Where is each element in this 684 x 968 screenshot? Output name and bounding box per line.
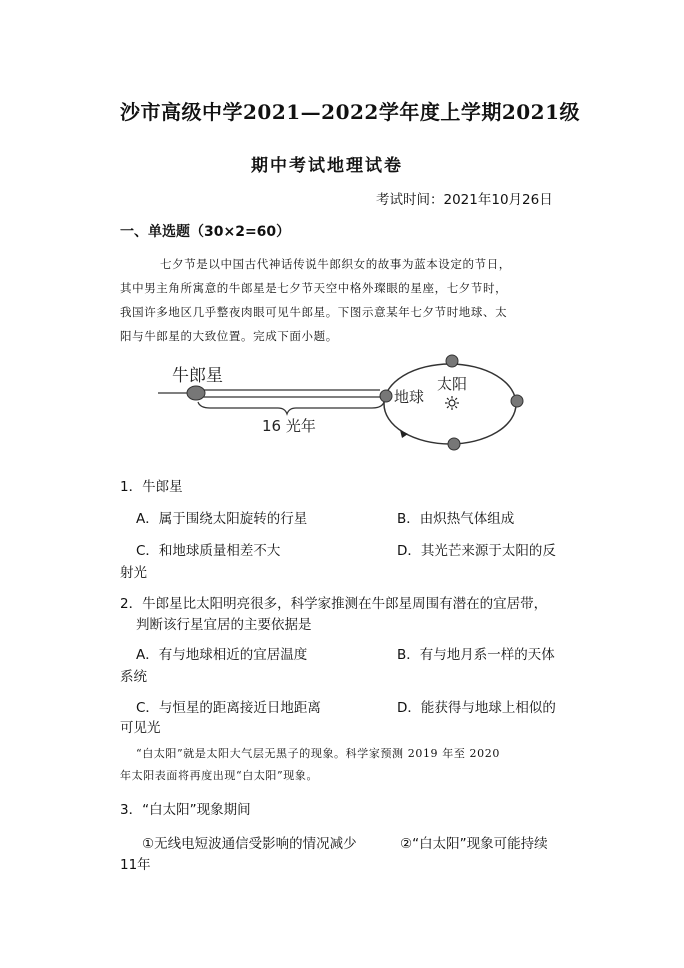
altair-star xyxy=(187,386,205,400)
orbit-point-top xyxy=(446,355,458,367)
q2-option-d: D．能获得与地球上相似的 xyxy=(397,700,556,716)
sun-label: 太阳 xyxy=(437,375,468,393)
exam-title: 沙市高级中学2021—2022学年度上学期2021级 xyxy=(120,100,580,124)
q2-option-b-cont: 系统 xyxy=(120,669,147,685)
passage1-line3: 我国许多地区几乎整夜肉眼可见牛郎星。下图示意某年七夕节时地球、太 xyxy=(120,305,508,319)
q2-option-a: A．有与地球相近的宜居温度 xyxy=(136,647,308,663)
exam-time: 考试时间：2021年10月26日 xyxy=(376,192,553,208)
q1-option-b: B．由炽热气体组成 xyxy=(397,511,515,527)
passage1-line4: 阳与牛郎星的大致位置。完成下面小题。 xyxy=(120,329,338,343)
passage2-line2: 年太阳表面将再度出现“白太阳”现象。 xyxy=(120,769,319,782)
q2-option-b: B．有与地月系一样的天体 xyxy=(397,647,555,663)
distance-label: 16 光年 xyxy=(262,417,316,435)
q1-option-d-cont: 射光 xyxy=(120,565,147,581)
q2-option-c: C．与恒星的距离接近日地距离 xyxy=(136,700,321,716)
q3-item-1: ①无线电短波通信受影响的情况减少 xyxy=(142,836,357,852)
q2-stem-line1: 2．牛郎星比太阳明亮很多，科学家推测在牛郎星周围有潜在的宜居带， xyxy=(120,596,548,612)
section-heading: 一、单选题（30×2=60） xyxy=(120,224,291,240)
passage2-line1: “白太阳”就是太阳大气层无黑子的现象。科学家预测 2019 年至 2020 xyxy=(136,747,500,760)
passage1-line1: 七夕节是以中国古代神话传说牛郎织女的故事为蓝本设定的节日， xyxy=(160,257,511,271)
q1-option-c: C．和地球质量相差不大 xyxy=(136,543,281,559)
orbit-point-right xyxy=(511,395,523,407)
orbit-direction-arrow xyxy=(400,430,408,438)
orbit-diagram xyxy=(150,350,530,458)
q1-option-a: A．属于围绕太阳旋转的行星 xyxy=(136,511,308,527)
q1-stem: 1．牛郎星 xyxy=(120,479,183,495)
orbit-point-bottom xyxy=(448,438,460,450)
passage1-line2: 其中男主角所寓意的牛郎星是七夕节天空中格外璨眼的星座，七夕节时， xyxy=(120,281,508,295)
sun-icon xyxy=(445,396,459,410)
earth-label: 地球 xyxy=(394,388,425,406)
q2-option-d-cont: 可见光 xyxy=(120,720,161,736)
earth-position xyxy=(380,390,392,402)
q1-option-d: D．其光芒来源于太阳的反 xyxy=(397,543,556,559)
q2-stem-line2: 判断该行星宜居的主要依据是 xyxy=(136,617,312,633)
q3-item-2-cont: 11年 xyxy=(120,857,151,873)
distance-brace xyxy=(198,402,384,414)
exam-subtitle: 期中考试地理试卷 xyxy=(251,156,403,176)
q3-stem: 3．“白太阳”现象期间 xyxy=(120,802,251,818)
q3-item-2: ②“白太阳”现象可能持续 xyxy=(400,836,548,852)
altair-label: 牛郎星 xyxy=(172,366,223,386)
